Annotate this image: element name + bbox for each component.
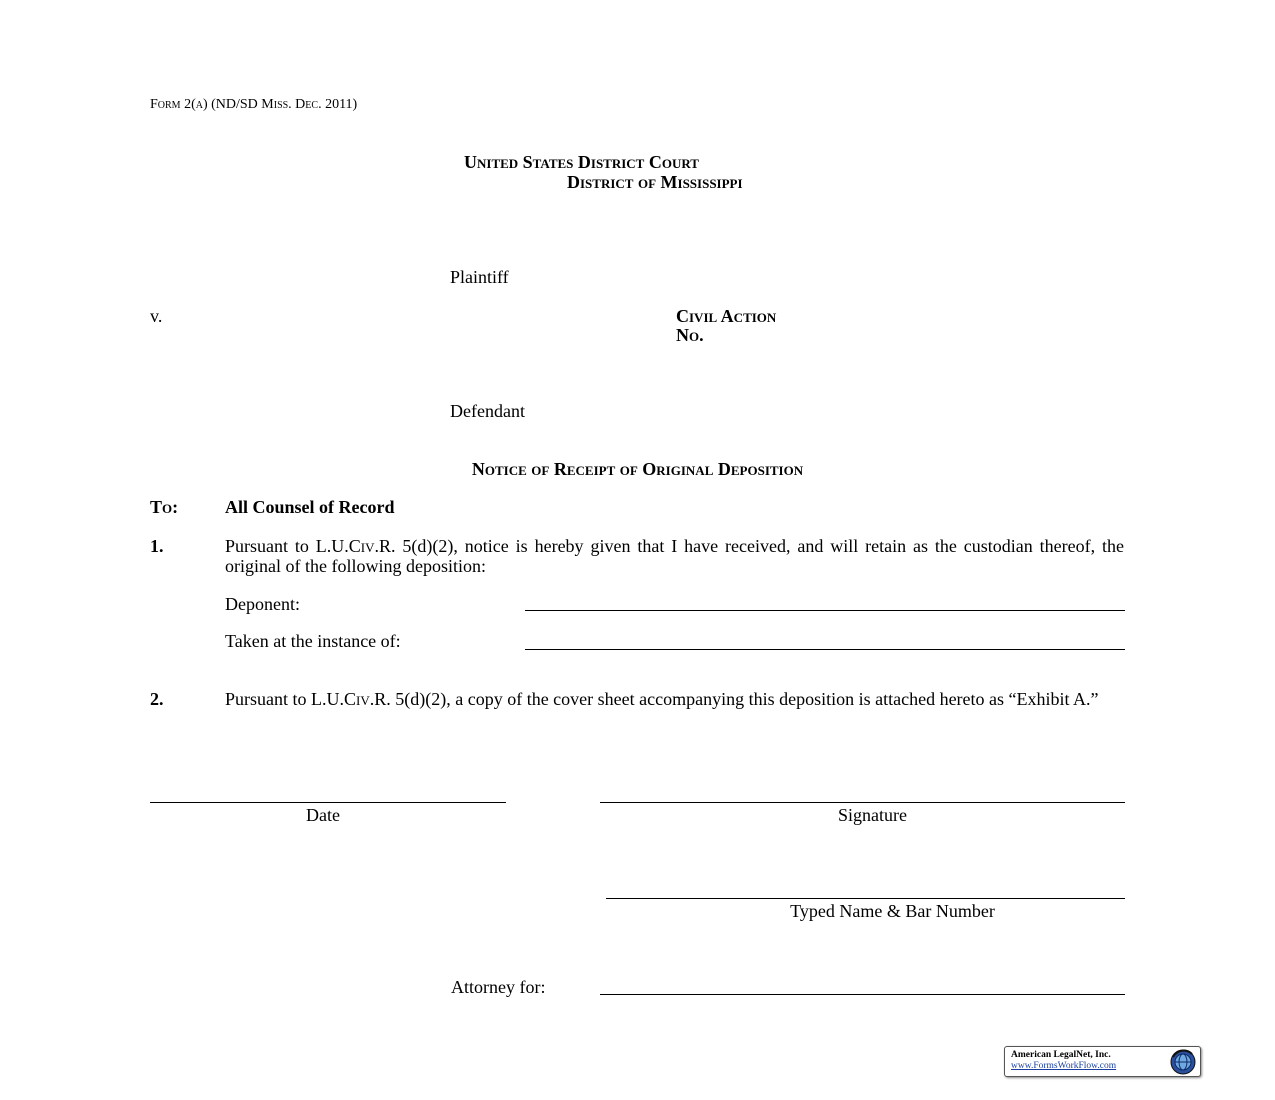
to-value: All Counsel of Record [225,497,395,517]
deponent-label: Deponent: [225,594,300,614]
defendant-label: Defendant [450,401,525,421]
civil-action-label: Civil Action [676,306,777,326]
logo-url-link[interactable]: www.FormsWorkFlow.com [1011,1061,1117,1071]
attorney-for-value[interactable] [603,972,1123,992]
versus-label: v. [150,306,163,326]
item-2-text [225,689,1124,709]
item-2-text-after: .R. 5(d)(2), a copy of the cover sheet accompanying this deposition is attached hereto as “Exhibit A.” [369,689,1099,709]
date-line[interactable] [150,802,506,803]
item-2-rule: Civ [344,689,370,709]
signature-label: Signature [838,805,907,825]
item-2-number: 2. [150,689,164,709]
logo-company-name: American LegalNet, Inc. [1011,1050,1111,1060]
item-1-text-before: Pursuant to L.U. [225,536,349,556]
item-1-text [225,536,1124,576]
deponent-field-line [525,610,1125,611]
court-district: District of Mississippi [567,172,743,192]
date-label: Date [306,805,340,825]
civil-action-number-label: No. [676,325,704,345]
deponent-value[interactable] [528,590,1123,610]
american-legalnet-logo[interactable] [1004,1046,1201,1077]
attorney-for-line [600,994,1125,995]
form-id: Form 2(a) (ND/SD Miss. Dec. 2011) [150,97,358,112]
typed-name-line[interactable] [606,898,1125,899]
instance-field-line [525,649,1125,650]
to-label: To: [150,497,179,517]
court-name: United States District Court [464,152,699,172]
item-2-text-before: Pursuant to L.U. [225,689,344,709]
typed-name-label: Typed Name & Bar Number [790,901,995,921]
instance-value[interactable] [528,628,1123,648]
globe-icon [1170,1049,1196,1075]
attorney-for-label: Attorney for: [451,977,546,997]
item-1-text-after: .R. 5(d)(2), notice is hereby given that I have received, and will retain as the custodian thereof, the original of the following deposition: [225,536,1124,576]
item-1-rule: Civ [348,536,375,556]
instance-label: Taken at the instance of: [225,631,401,651]
plaintiff-label: Plaintiff [450,267,509,287]
item-1-number: 1. [150,536,164,556]
notice-title: Notice of Receipt of Original Deposition [471,459,804,479]
signature-line[interactable] [600,802,1125,803]
